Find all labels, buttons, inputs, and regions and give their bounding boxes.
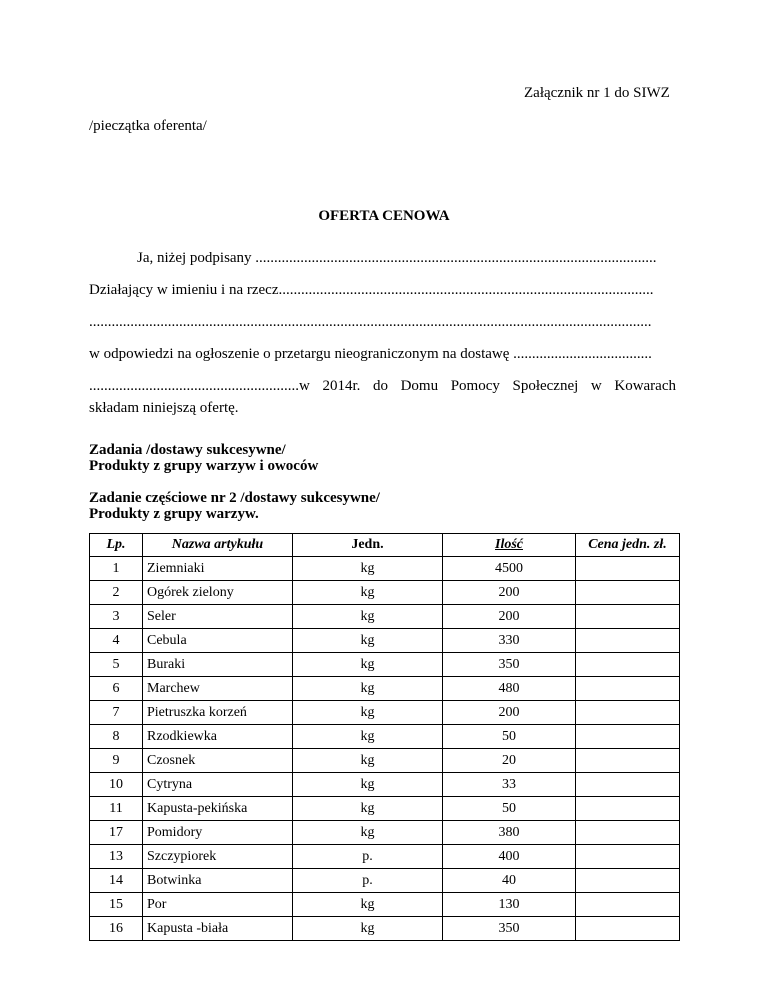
cell-quantity: 480 — [443, 677, 576, 701]
cell-quantity: 350 — [443, 653, 576, 677]
cell-lp: 17 — [90, 821, 143, 845]
cell-unit: kg — [293, 773, 443, 797]
cell-unit: kg — [293, 917, 443, 941]
cell-item-name: Cebula — [143, 629, 293, 653]
table-header-row — [90, 534, 680, 557]
cell-lp: 9 — [90, 749, 143, 773]
cell-quantity: 50 — [443, 725, 576, 749]
cell-lp: 5 — [90, 653, 143, 677]
attachment-label: Załącznik nr 1 do SIWZ — [524, 85, 670, 101]
delivery-line-word: Kowarach — [614, 378, 676, 394]
cell-unit-price — [576, 797, 680, 821]
header-lp: Lp. — [90, 534, 143, 557]
cell-unit-price — [576, 917, 680, 941]
cell-unit: p. — [293, 869, 443, 893]
cell-lp: 15 — [90, 893, 143, 917]
delivery-target-line — [89, 378, 676, 395]
cell-item-name: Cytryna — [143, 773, 293, 797]
delivery-line-word: do — [372, 378, 388, 394]
cell-unit: kg — [293, 677, 443, 701]
cell-quantity: 200 — [443, 605, 576, 629]
table-row — [90, 797, 680, 821]
cell-item-name: Pietruszka korzeń — [143, 701, 293, 725]
header-item-name: Nazwa artykułu — [143, 534, 293, 557]
table-row — [90, 629, 680, 653]
table-row — [90, 869, 680, 893]
tender-reference-line: w odpowiedzi na ogłoszenie o przetargu nieograniczonym na dostawę ..................................... — [89, 346, 652, 362]
subtask-heading: Zadanie częściowe nr 2 /dostawy sukcesywne/ — [89, 490, 380, 506]
cell-quantity: 20 — [443, 749, 576, 773]
cell-unit-price — [576, 605, 680, 629]
cell-item-name: Szczypiorek — [143, 845, 293, 869]
cell-item-name: Ziemniaki — [143, 557, 293, 581]
table-row — [90, 845, 680, 869]
table-row — [90, 821, 680, 845]
cell-unit: kg — [293, 605, 443, 629]
cell-unit-price — [576, 701, 680, 725]
subtask-subheading: Produkty z grupy warzyw. — [89, 506, 259, 522]
table-row — [90, 893, 680, 917]
table-row — [90, 581, 680, 605]
cell-unit-price — [576, 557, 680, 581]
cell-lp: 7 — [90, 701, 143, 725]
table-row — [90, 605, 680, 629]
price-table — [89, 533, 680, 941]
cell-unit: kg — [293, 581, 443, 605]
cell-unit: kg — [293, 653, 443, 677]
cell-quantity: 350 — [443, 917, 576, 941]
cell-item-name: Por — [143, 893, 293, 917]
cell-quantity: 400 — [443, 845, 576, 869]
blank-fill-line: ...................................................................................................................................................... — [89, 314, 652, 330]
cell-unit: kg — [293, 821, 443, 845]
signatory-line: Ja, niżej podpisany ........................................................................................................... — [137, 250, 657, 266]
cell-item-name: Marchew — [143, 677, 293, 701]
delivery-line-word: 2014r. — [322, 378, 361, 394]
cell-unit: kg — [293, 557, 443, 581]
cell-unit-price — [576, 725, 680, 749]
header-unit-price: Cena jedn. zł. — [576, 534, 680, 557]
cell-quantity: 200 — [443, 701, 576, 725]
cell-lp: 8 — [90, 725, 143, 749]
table-row — [90, 725, 680, 749]
cell-lp: 16 — [90, 917, 143, 941]
cell-unit-price — [576, 773, 680, 797]
delivery-line-word: Domu — [400, 378, 439, 394]
offer-statement-line: składam niniejszą ofertę. — [89, 400, 239, 416]
cell-quantity: 380 — [443, 821, 576, 845]
document-title: OFERTA CENOWA — [318, 208, 450, 224]
cell-unit-price — [576, 653, 680, 677]
cell-unit-price — [576, 581, 680, 605]
cell-lp: 10 — [90, 773, 143, 797]
table-row — [90, 773, 680, 797]
cell-lp: 11 — [90, 797, 143, 821]
cell-lp: 1 — [90, 557, 143, 581]
cell-unit-price — [576, 869, 680, 893]
cell-quantity: 50 — [443, 797, 576, 821]
cell-lp: 3 — [90, 605, 143, 629]
cell-unit: kg — [293, 725, 443, 749]
cell-quantity: 200 — [443, 581, 576, 605]
task-heading: Zadania /dostawy sukcesywne/ — [89, 442, 286, 458]
cell-quantity: 40 — [443, 869, 576, 893]
acting-on-behalf-line: Działający w imieniu i na rzecz.................................................................................................... — [89, 282, 654, 298]
delivery-line-word: Społecznej — [512, 378, 579, 394]
table-row — [90, 701, 680, 725]
table-row — [90, 677, 680, 701]
cell-lp: 4 — [90, 629, 143, 653]
delivery-line-word: Pomocy — [450, 378, 500, 394]
cell-unit: p. — [293, 845, 443, 869]
cell-unit-price — [576, 845, 680, 869]
cell-unit: kg — [293, 797, 443, 821]
cell-quantity: 330 — [443, 629, 576, 653]
table-row — [90, 917, 680, 941]
cell-unit-price — [576, 749, 680, 773]
task-subheading: Produkty z grupy warzyw i owoców — [89, 458, 319, 474]
cell-lp: 13 — [90, 845, 143, 869]
cell-unit-price — [576, 629, 680, 653]
cell-quantity: 4500 — [443, 557, 576, 581]
header-quantity: Ilość — [443, 534, 576, 557]
cell-item-name: Kapusta -biała — [143, 917, 293, 941]
cell-item-name: Pomidory — [143, 821, 293, 845]
cell-quantity: 130 — [443, 893, 576, 917]
bidder-stamp-label: /pieczątka oferenta/ — [89, 118, 207, 134]
cell-lp: 14 — [90, 869, 143, 893]
cell-item-name: Botwinka — [143, 869, 293, 893]
cell-unit: kg — [293, 893, 443, 917]
cell-unit-price — [576, 677, 680, 701]
cell-item-name: Ogórek zielony — [143, 581, 293, 605]
cell-item-name: Kapusta-pekińska — [143, 797, 293, 821]
table-row — [90, 653, 680, 677]
cell-item-name: Rzodkiewka — [143, 725, 293, 749]
header-unit: Jedn. — [293, 534, 443, 557]
cell-item-name: Seler — [143, 605, 293, 629]
cell-unit: kg — [293, 749, 443, 773]
delivery-line-word: w — [590, 378, 602, 394]
cell-unit-price — [576, 821, 680, 845]
cell-unit: kg — [293, 629, 443, 653]
delivery-line-word: ........................................................w — [89, 378, 310, 394]
cell-lp: 2 — [90, 581, 143, 605]
cell-unit-price — [576, 893, 680, 917]
table-row — [90, 749, 680, 773]
cell-item-name: Czosnek — [143, 749, 293, 773]
table-row — [90, 557, 680, 581]
cell-unit: kg — [293, 701, 443, 725]
cell-lp: 6 — [90, 677, 143, 701]
cell-item-name: Buraki — [143, 653, 293, 677]
cell-quantity: 33 — [443, 773, 576, 797]
